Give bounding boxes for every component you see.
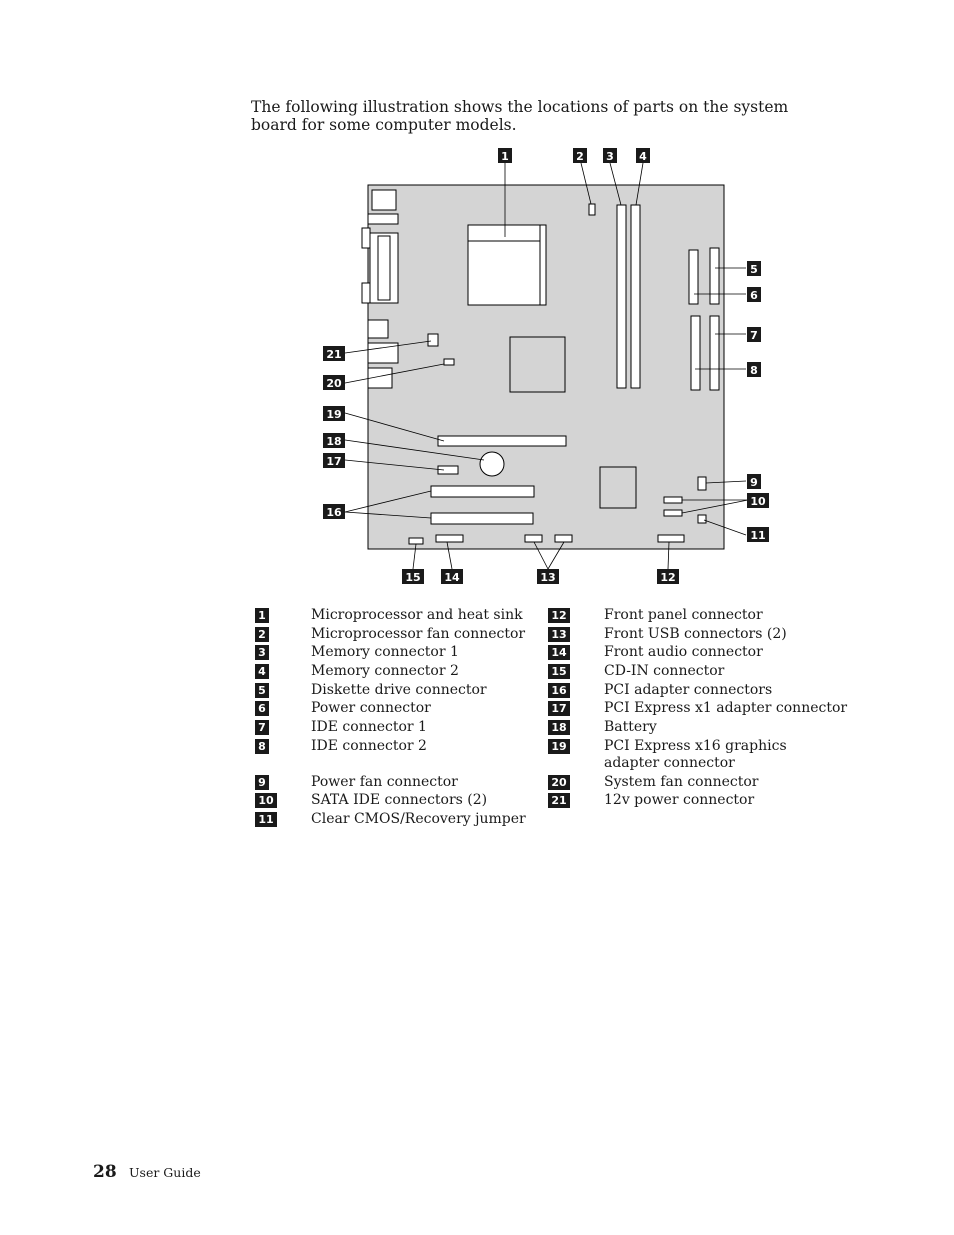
legend-num: 13 [548,627,570,642]
svg-text:16: 16 [326,506,342,519]
legend-num: 9 [255,775,269,790]
sata-connector [664,510,682,516]
legend-text: PCI Express x16 graphics adapter connector [604,738,787,771]
legend-text: Front panel connector [604,607,763,623]
footer-title: User Guide [129,1165,201,1180]
chipset [510,337,565,392]
callout-10 [747,493,769,508]
callout-13 [537,569,559,584]
svg-text:10: 10 [750,495,766,508]
ide-connector-1 [691,316,700,390]
legend-text: 12v power connector [604,792,755,808]
svg-text:21: 21 [326,348,342,361]
legend-num: 12 [548,608,570,623]
rear-io-port [368,320,388,338]
callout-17 [323,453,345,468]
svg-text:13: 13 [540,571,556,584]
legend-text: Clear CMOS/Recovery jumper [311,811,526,827]
svg-text:7: 7 [750,329,758,342]
front-audio-connector [436,535,463,542]
svg-text:8: 8 [750,364,758,377]
callout-2 [573,148,587,163]
cpu-fan-connector [589,204,595,215]
svg-text:14: 14 [444,571,460,584]
legend-num: 10 [255,793,277,808]
microprocessor-heat-sink [468,225,540,305]
callout-21 [323,346,345,361]
front-usb-connector [525,535,542,542]
legend-text: Microprocessor fan connector [311,626,526,642]
legend-text: System fan connector [604,774,759,790]
legend-num: 8 [255,739,269,754]
legend-num: 11 [255,812,277,827]
page-number: 28 [93,1162,117,1182]
front-usb-connector [555,535,572,542]
legend-text: Memory connector 1 [311,644,459,660]
rear-io-port [372,190,396,210]
callout-4 [636,148,650,163]
legend-num: 19 [548,739,570,754]
legend-num: 5 [255,683,269,698]
serial-port [362,283,370,303]
callout-5 [747,261,761,276]
callout-20 [323,375,345,390]
callout-14 [441,569,463,584]
legend-num: 15 [548,664,570,679]
12v-power-connector [428,334,438,346]
legend-text: SATA IDE connectors (2) [311,792,488,808]
svg-text:19: 19 [326,408,342,421]
intro-paragraph: The following illustration shows the locations of parts on the system board for some computer models. [251,98,789,134]
battery [480,452,504,476]
callout-12 [657,569,679,584]
legend-text: IDE connector 1 [311,719,427,735]
power-connector [689,250,698,304]
pci-slot-2 [431,513,533,524]
cd-in-connector [409,538,423,544]
power-fan-connector [698,477,706,490]
svg-text:4: 4 [639,150,647,163]
legend-text: Power fan connector [311,774,458,790]
rear-io-port [368,214,398,224]
cmos-jumper [698,515,706,523]
callout-19 [323,406,345,421]
svg-text:9: 9 [750,476,758,489]
callout-15 [402,569,424,584]
system-board-diagram [0,0,954,600]
legend-num: 7 [255,720,269,735]
pci-express-x16-slot [438,436,566,446]
legend-num: 20 [548,775,570,790]
callout-9 [747,474,761,489]
svg-text:5: 5 [750,263,758,276]
legend-num: 4 [255,664,269,679]
parallel-port-inner [378,236,390,300]
chipset [600,467,636,508]
legend-num: 2 [255,627,269,642]
legend-num: 3 [255,645,269,660]
callout-11 [747,527,769,542]
diskette-connector [710,248,719,304]
memory-slot-1 [617,205,626,388]
legend-text: Front USB connectors (2) [604,626,787,642]
legend-text: IDE connector 2 [311,738,427,754]
legend-text: PCI adapter connectors [604,682,773,698]
legend-num: 14 [548,645,570,660]
svg-text:6: 6 [750,289,758,302]
svg-text:18: 18 [326,435,342,448]
legend-text: Front audio connector [604,644,763,660]
svg-text:12: 12 [660,571,676,584]
svg-text:20: 20 [326,377,342,390]
svg-text:15: 15 [405,571,421,584]
callout-8 [747,362,761,377]
svg-text:2: 2 [576,150,584,163]
memory-slot-2 [631,205,640,388]
legend-num: 18 [548,720,570,735]
legend-text: Microprocessor and heat sink [311,607,523,623]
parallel-port [362,228,370,248]
legend-num: 17 [548,701,570,716]
legend-text: CD-IN connector [604,663,725,679]
svg-text:3: 3 [606,150,614,163]
callout-6 [747,287,761,302]
legend-text: Memory connector 2 [311,663,459,679]
sata-connector [664,497,682,503]
legend-text: Power connector [311,700,431,716]
legend-num: 6 [255,701,269,716]
callout-18 [323,433,345,448]
svg-text:17: 17 [326,455,342,468]
legend-num: 16 [548,683,570,698]
callout-3 [603,148,617,163]
system-fan-connector [444,359,454,365]
front-panel-connector [658,535,684,542]
socket-lever [540,225,546,305]
ide-connector-2 [710,316,719,390]
legend-num: 1 [255,608,269,623]
svg-text:1: 1 [501,150,509,163]
legend-num: 21 [548,793,570,808]
svg-text:11: 11 [750,529,766,542]
pci-slot-1 [431,486,534,497]
legend-text: Battery [604,719,657,735]
callout-7 [747,327,761,342]
callout-16 [323,504,345,519]
legend-text: PCI Express x1 adapter connector [604,700,848,716]
callout-1 [498,148,512,163]
legend-text: Diskette drive connector [311,682,487,698]
